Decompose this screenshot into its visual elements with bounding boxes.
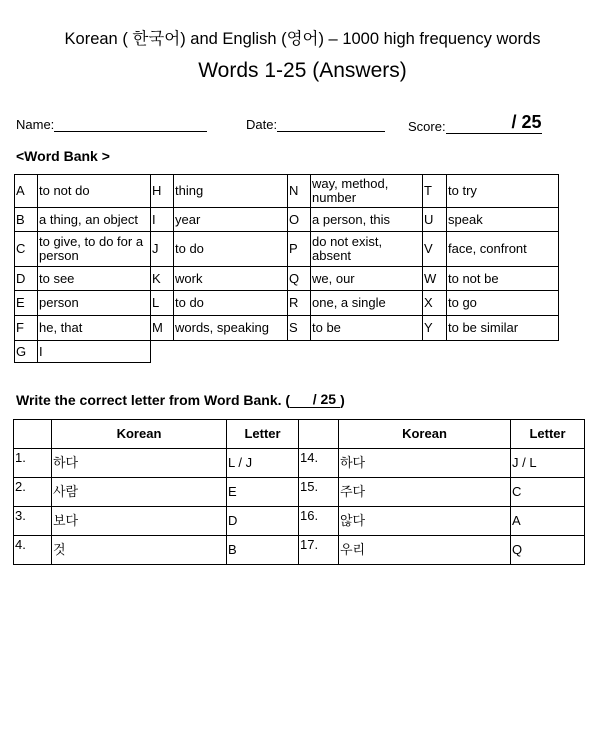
word-bank-definition: to try (447, 175, 559, 208)
answer-letter[interactable]: B (227, 536, 299, 565)
word-bank-row (15, 341, 559, 363)
answer-row (14, 478, 585, 507)
answer-korean-word: 사람 (52, 478, 227, 507)
letter-header-left: Letter (227, 420, 299, 449)
word-bank-row (15, 291, 559, 316)
answer-letter[interactable]: D (227, 507, 299, 536)
word-bank-definition: thing (174, 175, 288, 208)
answer-number: 4. (14, 536, 52, 565)
word-bank-letter: E (15, 291, 38, 316)
name-field (16, 117, 207, 132)
word-bank-letter: W (423, 267, 447, 291)
korean-header-left: Korean (52, 420, 227, 449)
answer-number: 2. (14, 478, 52, 507)
word-bank-letter: T (423, 175, 447, 208)
answer-number: 16. (299, 507, 339, 536)
answer-table (13, 419, 585, 565)
answer-korean-word: 것 (52, 536, 227, 565)
word-bank-letter: F (15, 316, 38, 341)
word-bank-letter: B (15, 208, 38, 232)
word-bank-row (15, 175, 559, 208)
word-bank-definition: speak (447, 208, 559, 232)
answer-korean-word: 주다 (339, 478, 511, 507)
word-bank-letter: H (151, 175, 174, 208)
score-label: Score: (408, 119, 446, 134)
answer-letter[interactable]: Q (511, 536, 585, 565)
word-bank-letter: D (15, 267, 38, 291)
word-bank-letter: O (288, 208, 311, 232)
instruction-end: ) (340, 392, 345, 408)
korean-header-right: Korean (339, 420, 511, 449)
letter-header-right: Letter (511, 420, 585, 449)
answer-letter[interactable]: A (511, 507, 585, 536)
word-bank-letter: I (151, 208, 174, 232)
word-bank-heading: <Word Bank > (16, 148, 110, 164)
num-header-left (14, 420, 52, 449)
answer-letter[interactable]: J / L (511, 449, 585, 478)
word-bank-definition: to not be (447, 267, 559, 291)
answer-row (14, 507, 585, 536)
answer-number: 15. (299, 478, 339, 507)
word-bank-row (15, 232, 559, 267)
word-bank-definition: to do (174, 232, 288, 267)
instruction-score: / 25 (312, 391, 337, 407)
answer-letter[interactable]: C (511, 478, 585, 507)
word-bank-letter: L (151, 291, 174, 316)
word-bank-letter: U (423, 208, 447, 232)
date-field (246, 117, 385, 132)
word-bank-table (14, 174, 559, 363)
name-line (54, 131, 207, 132)
word-bank-row (15, 208, 559, 232)
word-bank-definition: year (174, 208, 288, 232)
answer-number: 1. (14, 449, 52, 478)
word-bank-letter: R (288, 291, 311, 316)
word-bank-definition: way, method, number (311, 175, 423, 208)
instruction-score-line (290, 391, 340, 408)
word-bank-letter: V (423, 232, 447, 267)
answer-row (14, 449, 585, 478)
word-bank-letter: C (15, 232, 38, 267)
word-bank-definition: he, that (38, 316, 151, 341)
word-bank-letter: S (288, 316, 311, 341)
word-bank-definition: I (38, 341, 151, 363)
answer-row (14, 536, 585, 565)
name-label: Name: (16, 117, 55, 132)
worksheet-subtitle: Words 1-25 (Answers) (198, 59, 407, 82)
answer-letter[interactable]: E (227, 478, 299, 507)
word-bank-definition: a thing, an object (38, 208, 151, 232)
date-line (277, 131, 385, 132)
word-bank-definition: to be (311, 316, 423, 341)
word-bank-letter: M (151, 316, 174, 341)
answer-number: 17. (299, 536, 339, 565)
answer-number: 14. (299, 449, 339, 478)
word-bank-definition: work (174, 267, 288, 291)
score-value: / 25 (511, 112, 542, 132)
word-bank-definition: one, a single (311, 291, 423, 316)
answer-header-row (14, 420, 585, 449)
num-header-right (299, 420, 339, 449)
word-bank-letter: N (288, 175, 311, 208)
word-bank-definition: a person, this (311, 208, 423, 232)
word-bank-row (15, 267, 559, 291)
word-bank-definition: to see (38, 267, 151, 291)
word-bank-letter: Q (288, 267, 311, 291)
word-bank-definition: we, our (311, 267, 423, 291)
word-bank-definition: to be similar (447, 316, 559, 341)
word-bank-definition: do not exist, absent (311, 232, 423, 267)
word-bank-letter: P (288, 232, 311, 267)
answer-korean-word: 하다 (52, 449, 227, 478)
word-bank-row (15, 316, 559, 341)
word-bank-definition: to give, to do for a person (38, 232, 151, 267)
answer-korean-word: 하다 (339, 449, 511, 478)
word-bank-letter: K (151, 267, 174, 291)
worksheet-title: Korean ( 한국어) and English (영어) – 1000 high frequency words (64, 30, 541, 48)
word-bank-letter: X (423, 291, 447, 316)
answer-korean-word: 않다 (339, 507, 511, 536)
score-line (446, 112, 542, 134)
answer-instruction (16, 391, 345, 408)
instruction-text: Write the correct letter from Word Bank. ( (16, 392, 291, 408)
word-bank-definition: to not do (38, 175, 151, 208)
answer-korean-word: 우리 (339, 536, 511, 565)
answer-letter[interactable]: L / J (227, 449, 299, 478)
answer-number: 3. (14, 507, 52, 536)
date-label: Date: (246, 117, 278, 132)
word-bank-letter: G (15, 341, 38, 363)
word-bank-definition: to do (174, 291, 288, 316)
word-bank-letter: Y (423, 316, 447, 341)
answer-korean-word: 보다 (52, 507, 227, 536)
word-bank-definition: to go (447, 291, 559, 316)
score-field (408, 112, 542, 134)
word-bank-letter: J (151, 232, 174, 267)
word-bank-definition: person (38, 291, 151, 316)
word-bank-definition: words, speaking (174, 316, 288, 341)
word-bank-letter: A (15, 175, 38, 208)
word-bank-definition: face, confront (447, 232, 559, 267)
